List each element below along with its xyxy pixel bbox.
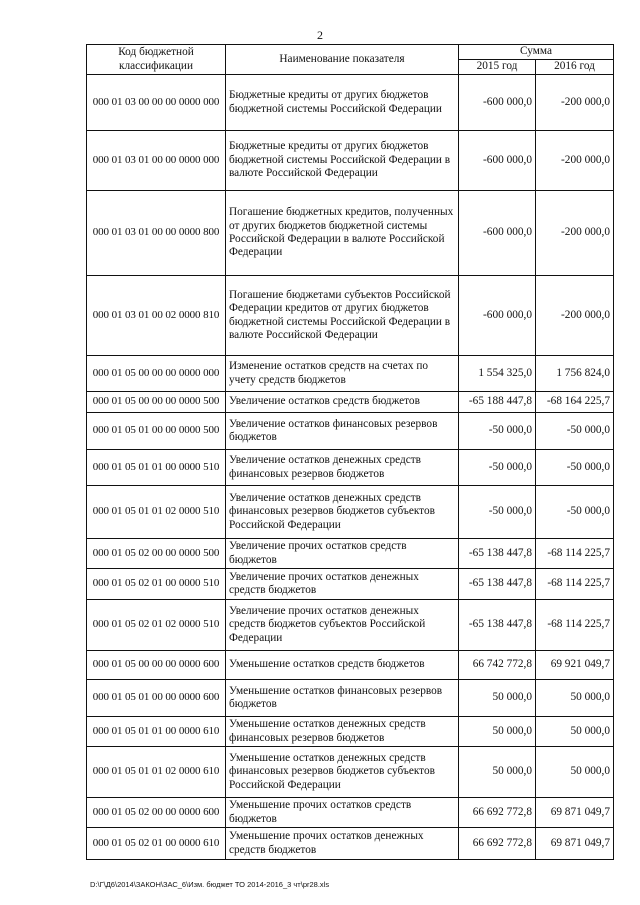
page-number: 2 xyxy=(317,28,323,42)
row-name: Уменьшение прочих остатков денежных средств бюджетов xyxy=(226,828,459,860)
row-value-2015: -65 138 447,8 xyxy=(459,539,536,569)
row-name: Увеличение остатков денежных средств финансовых резервов бюджетов субъектов Российской Федерации xyxy=(226,486,459,539)
row-code: 000 01 05 02 00 00 0000 500 xyxy=(87,539,226,569)
row-value-2016: -200 000,0 xyxy=(536,276,614,356)
row-code: 000 01 05 01 01 02 0000 610 xyxy=(87,747,226,798)
row-value-2015: 50 000,0 xyxy=(459,680,536,717)
row-name: Уменьшение прочих остатков средств бюджетов xyxy=(226,798,459,828)
table-row xyxy=(87,569,614,600)
row-code: 000 01 05 02 01 00 0000 510 xyxy=(87,569,226,600)
row-code: 000 01 05 00 00 00 0000 600 xyxy=(87,651,226,680)
row-value-2015: 66 692 772,8 xyxy=(459,828,536,860)
row-code: 000 01 03 01 00 02 0000 810 xyxy=(87,276,226,356)
row-name: Увеличение остатков денежных средств финансовых резервов бюджетов xyxy=(226,450,459,486)
row-value-2016: -200 000,0 xyxy=(536,131,614,191)
row-name: Уменьшение остатков средств бюджетов xyxy=(226,651,459,680)
row-value-2016: -68 114 225,7 xyxy=(536,569,614,600)
row-code: 000 01 05 01 01 00 0000 610 xyxy=(87,717,226,747)
row-code: 000 01 05 01 00 00 0000 600 xyxy=(87,680,226,717)
table-row xyxy=(87,680,614,717)
row-name: Изменение остатков средств на счетах по учету средств бюджетов xyxy=(226,356,459,392)
row-value-2015: 66 742 772,8 xyxy=(459,651,536,680)
table-row xyxy=(87,747,614,798)
row-code: 000 01 03 00 00 00 0000 000 xyxy=(87,75,226,131)
row-name: Уменьшение остатков денежных средств финансовых резервов бюджетов субъектов Российской Федерации xyxy=(226,747,459,798)
row-name: Уменьшение остатков денежных средств финансовых резервов бюджетов xyxy=(226,717,459,747)
row-code: 000 01 05 01 00 00 0000 500 xyxy=(87,413,226,450)
row-name: Погашение бюджетных кредитов, полученных от других бюджетов бюджетной системы Российской Федерации в валюте Российской Федерации xyxy=(226,191,459,276)
row-value-2015: -600 000,0 xyxy=(459,191,536,276)
row-code: 000 01 05 02 00 00 0000 600 xyxy=(87,798,226,828)
file-path-footer: D:\Г\Д6\2014\ЗАКОН\ЗАС_6\Изм. бюджет ТО 2014-2016_3 чт\pr28.xls xyxy=(90,880,330,889)
table-row xyxy=(87,413,614,450)
row-name: Бюджетные кредиты от других бюджетов бюджетной системы Российской Федерации в валюте Российской Федерации xyxy=(226,131,459,191)
row-name: Увеличение прочих остатков средств бюджетов xyxy=(226,539,459,569)
table-row xyxy=(87,191,614,276)
row-value-2016: 50 000,0 xyxy=(536,717,614,747)
table-row xyxy=(87,356,614,392)
row-value-2015: -65 138 447,8 xyxy=(459,569,536,600)
row-value-2016: 50 000,0 xyxy=(536,747,614,798)
row-value-2015: 66 692 772,8 xyxy=(459,798,536,828)
budget-table xyxy=(86,44,614,860)
row-value-2016: -68 114 225,7 xyxy=(536,539,614,569)
table-row xyxy=(87,651,614,680)
name-column-header: Наименование показателя xyxy=(226,45,459,75)
row-value-2016: -68 164 225,7 xyxy=(536,392,614,413)
row-code: 000 01 05 00 00 00 0000 500 xyxy=(87,392,226,413)
table-row xyxy=(87,276,614,356)
table-row xyxy=(87,600,614,651)
row-value-2016: 1 756 824,0 xyxy=(536,356,614,392)
row-code: 000 01 03 01 00 00 0000 000 xyxy=(87,131,226,191)
row-value-2016: -200 000,0 xyxy=(536,75,614,131)
sum-column-header: Сумма xyxy=(459,45,614,60)
table-row xyxy=(87,392,614,413)
row-code: 000 01 05 02 01 02 0000 510 xyxy=(87,600,226,651)
row-name: Увеличение прочих остатков денежных средств бюджетов xyxy=(226,569,459,600)
row-name: Погашение бюджетами субъектов Российской Федерации кредитов от других бюджетов бюджетной системы Российской Федерации в валюте Российской Федерации xyxy=(226,276,459,356)
row-code: 000 01 05 00 00 00 0000 000 xyxy=(87,356,226,392)
row-code: 000 01 05 01 01 00 0000 510 xyxy=(87,450,226,486)
year-2016-header: 2016 год xyxy=(536,60,614,75)
code-column-header: Код бюджетной классификации xyxy=(87,45,226,75)
row-value-2016: -200 000,0 xyxy=(536,191,614,276)
table-row xyxy=(87,828,614,860)
row-code: 000 01 03 01 00 00 0000 800 xyxy=(87,191,226,276)
row-name: Увеличение остатков финансовых резервов бюджетов xyxy=(226,413,459,450)
row-name: Уменьшение остатков финансовых резервов бюджетов xyxy=(226,680,459,717)
row-code: 000 01 05 01 01 02 0000 510 xyxy=(87,486,226,539)
row-value-2016: -68 114 225,7 xyxy=(536,600,614,651)
row-value-2015: -600 000,0 xyxy=(459,276,536,356)
row-value-2016: -50 000,0 xyxy=(536,413,614,450)
row-value-2015: -65 138 447,8 xyxy=(459,600,536,651)
row-name: Увеличение прочих остатков денежных средств бюджетов субъектов Российской Федерации xyxy=(226,600,459,651)
row-name: Бюджетные кредиты от других бюджетов бюджетной системы Российской Федерации xyxy=(226,75,459,131)
row-value-2015: -65 188 447,8 xyxy=(459,392,536,413)
row-value-2016: -50 000,0 xyxy=(536,450,614,486)
table-header-row xyxy=(87,45,614,60)
table-row xyxy=(87,539,614,569)
row-value-2015: -600 000,0 xyxy=(459,75,536,131)
table-row xyxy=(87,75,614,131)
row-value-2016: 69 921 049,7 xyxy=(536,651,614,680)
table-row xyxy=(87,798,614,828)
row-value-2015: -50 000,0 xyxy=(459,413,536,450)
year-2015-header: 2015 год xyxy=(459,60,536,75)
table-row xyxy=(87,486,614,539)
row-name: Увеличение остатков средств бюджетов xyxy=(226,392,459,413)
table-row xyxy=(87,450,614,486)
row-value-2015: 1 554 325,0 xyxy=(459,356,536,392)
row-value-2015: 50 000,0 xyxy=(459,747,536,798)
row-value-2015: -50 000,0 xyxy=(459,486,536,539)
row-value-2016: -50 000,0 xyxy=(536,486,614,539)
row-value-2016: 69 871 049,7 xyxy=(536,828,614,860)
row-value-2016: 69 871 049,7 xyxy=(536,798,614,828)
table-row xyxy=(87,131,614,191)
row-code: 000 01 05 02 01 00 0000 610 xyxy=(87,828,226,860)
row-value-2015: 50 000,0 xyxy=(459,717,536,747)
table-row xyxy=(87,717,614,747)
row-value-2015: -600 000,0 xyxy=(459,131,536,191)
row-value-2016: 50 000,0 xyxy=(536,680,614,717)
row-value-2015: -50 000,0 xyxy=(459,450,536,486)
